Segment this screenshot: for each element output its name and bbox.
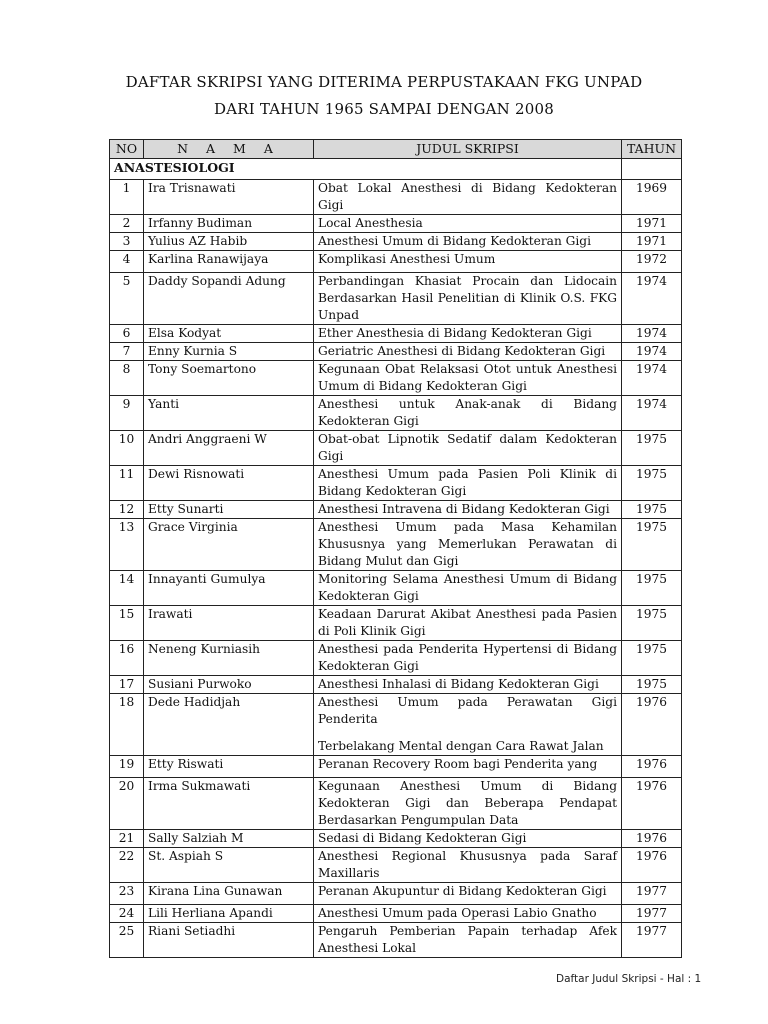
cell-judul: Keadaan Darurat Akibat Anesthesi pada Pasien di Poli Klinik Gigi (314, 606, 622, 641)
cell-no: 24 (110, 905, 144, 923)
cell-nama: Etty Riswati (144, 756, 314, 778)
cell-judul: Geriatric Anesthesi di Bidang Kedokteran Gigi (314, 343, 622, 361)
cell-no: 18 (110, 694, 144, 756)
cell-judul: Kegunaan Obat Relaksasi Otot untuk Anesthesi Umum di Bidang Kedokteran Gigi (314, 361, 622, 396)
table-row (110, 396, 682, 431)
cell-judul: Anesthesi Inhalasi di Bidang Kedokteran Gigi (314, 676, 622, 694)
cell-nama: Dede Hadidjah (144, 694, 314, 756)
cell-no: 21 (110, 830, 144, 848)
cell-no: 16 (110, 641, 144, 676)
cell-no: 11 (110, 466, 144, 501)
cell-nama: Elsa Kodyat (144, 325, 314, 343)
cell-tahun: 1975 (622, 431, 682, 466)
table-row (110, 273, 682, 325)
cell-tahun: 1974 (622, 396, 682, 431)
cell-nama: St. Aspiah S (144, 848, 314, 883)
cell-tahun: 1971 (622, 215, 682, 233)
table-row (110, 883, 682, 905)
cell-no: 6 (110, 325, 144, 343)
cell-no: 25 (110, 923, 144, 958)
cell-no: 9 (110, 396, 144, 431)
cell-nama: Ira Trisnawati (144, 180, 314, 215)
cell-tahun: 1975 (622, 676, 682, 694)
table-row (110, 756, 682, 778)
cell-judul: Anesthesi Umum pada Masa Kehamilan Khususnya yang Memerlukan Perawatan di Bidang Mulut dan Gigi (314, 519, 622, 571)
cell-nama: Irma Sukmawati (144, 778, 314, 830)
cell-judul: Obat Lokal Anesthesi di Bidang Kedokteran Gigi (314, 180, 622, 215)
cell-no: 14 (110, 571, 144, 606)
cell-no: 17 (110, 676, 144, 694)
cell-no: 20 (110, 778, 144, 830)
cell-no: 15 (110, 606, 144, 641)
table-row (110, 830, 682, 848)
table-row (110, 325, 682, 343)
cell-nama: Kirana Lina Gunawan (144, 883, 314, 905)
table-row (110, 251, 682, 273)
cell-tahun: 1975 (622, 519, 682, 571)
cell-nama: Lili Herliana Apandi (144, 905, 314, 923)
cell-judul: Anesthesi Intravena di Bidang Kedokteran Gigi (314, 501, 622, 519)
table-row (110, 778, 682, 830)
table-row (110, 923, 682, 958)
cell-tahun: 1975 (622, 606, 682, 641)
table-header-row (110, 140, 682, 159)
section-label: ANASTESIOLOGI (110, 159, 622, 180)
cell-tahun: 1975 (622, 466, 682, 501)
table-row (110, 233, 682, 251)
cell-tahun: 1976 (622, 830, 682, 848)
cell-tahun: 1974 (622, 325, 682, 343)
cell-no: 2 (110, 215, 144, 233)
table-row (110, 343, 682, 361)
cell-no: 7 (110, 343, 144, 361)
cell-no: 1 (110, 180, 144, 215)
cell-no: 12 (110, 501, 144, 519)
cell-nama: Yanti (144, 396, 314, 431)
table-row (110, 431, 682, 466)
section-row (110, 159, 682, 180)
cell-tahun: 1974 (622, 273, 682, 325)
cell-judul: Ether Anesthesia di Bidang Kedokteran Gigi (314, 325, 622, 343)
table-row (110, 466, 682, 501)
cell-judul: Komplikasi Anesthesi Umum (314, 251, 622, 273)
cell-nama: Innayanti Gumulya (144, 571, 314, 606)
cell-nama: Neneng Kurniasih (144, 641, 314, 676)
section-empty-cell (622, 159, 682, 180)
cell-nama: Andri Anggraeni W (144, 431, 314, 466)
cell-nama: Irawati (144, 606, 314, 641)
cell-tahun: 1977 (622, 883, 682, 905)
table-row (110, 361, 682, 396)
cell-nama: Susiani Purwoko (144, 676, 314, 694)
cell-no: 4 (110, 251, 144, 273)
cell-judul (314, 694, 622, 756)
document-title-line-1: DAFTAR SKRIPSI YANG DITERIMA PERPUSTAKAAN FKG UNPAD (125, 73, 643, 91)
cell-judul-line-2: Terbelakang Mental dengan Cara Rawat Jalan (318, 739, 604, 753)
cell-tahun: 1976 (622, 848, 682, 883)
cell-nama: Riani Setiadhi (144, 923, 314, 958)
cell-no: 19 (110, 756, 144, 778)
column-header-nama: N A M A (144, 140, 314, 159)
cell-tahun: 1977 (622, 905, 682, 923)
table-row (110, 606, 682, 641)
table-row (110, 676, 682, 694)
page-footer: Daftar Judul Skripsi - Hal : 1 (556, 973, 702, 985)
table-row (110, 215, 682, 233)
skripsi-table (109, 139, 682, 958)
cell-nama: Tony Soemartono (144, 361, 314, 396)
cell-nama: Dewi Risnowati (144, 466, 314, 501)
cell-nama: Sally Salziah M (144, 830, 314, 848)
table-row (110, 501, 682, 519)
cell-no: 23 (110, 883, 144, 905)
column-header-tahun: TAHUN (622, 140, 682, 159)
cell-tahun: 1977 (622, 923, 682, 958)
cell-nama: Irfanny Budiman (144, 215, 314, 233)
cell-tahun: 1974 (622, 361, 682, 396)
cell-tahun: 1975 (622, 501, 682, 519)
cell-tahun: 1976 (622, 694, 682, 756)
cell-tahun: 1976 (622, 778, 682, 830)
cell-judul: Obat-obat Lipnotik Sedatif dalam Kedokteran Gigi (314, 431, 622, 466)
table-row (110, 571, 682, 606)
column-header-no: NO (110, 140, 144, 159)
cell-nama: Etty Sunarti (144, 501, 314, 519)
cell-judul: Anesthesi Umum pada Operasi Labio Gnatho (314, 905, 622, 923)
cell-judul: Anesthesi Umum pada Pasien Poli Klinik di Bidang Kedokteran Gigi (314, 466, 622, 501)
cell-judul: Kegunaan Anesthesi Umum di Bidang Kedokteran Gigi dan Beberapa Pendapat Berdasarkan Pengumpulan Data (314, 778, 622, 830)
cell-judul: Local Anesthesia (314, 215, 622, 233)
cell-judul: Anesthesi Umum di Bidang Kedokteran Gigi (314, 233, 622, 251)
cell-judul: Pengaruh Pemberian Papain terhadap Afek Anesthesi Lokal (314, 923, 622, 958)
cell-nama: Daddy Sopandi Adung (144, 273, 314, 325)
table-row (110, 848, 682, 883)
cell-tahun: 1969 (622, 180, 682, 215)
cell-tahun: 1976 (622, 756, 682, 778)
cell-no: 8 (110, 361, 144, 396)
table-row (110, 641, 682, 676)
table-row (110, 180, 682, 215)
cell-judul: Peranan Recovery Room bagi Penderita yang (314, 756, 622, 778)
cell-no: 5 (110, 273, 144, 325)
cell-tahun: 1975 (622, 641, 682, 676)
cell-no: 10 (110, 431, 144, 466)
cell-judul-gap (318, 728, 617, 738)
cell-judul-line-1: Anesthesi Umum pada Perawatan Gigi Penderita (318, 695, 617, 726)
cell-nama: Enny Kurnia S (144, 343, 314, 361)
cell-judul: Anesthesi untuk Anak-anak di Bidang Kedokteran Gigi (314, 396, 622, 431)
cell-tahun: 1972 (622, 251, 682, 273)
cell-no: 13 (110, 519, 144, 571)
document-title-line-2: DARI TAHUN 1965 SAMPAI DENGAN 2008 (214, 100, 554, 118)
cell-judul: Peranan Akupuntur di Bidang Kedokteran Gigi (314, 883, 622, 905)
table-row (110, 905, 682, 923)
table-row (110, 519, 682, 571)
column-header-judul: JUDUL SKRIPSI (314, 140, 622, 159)
cell-no: 22 (110, 848, 144, 883)
cell-judul: Anesthesi Regional Khususnya pada Saraf Maxillaris (314, 848, 622, 883)
cell-nama: Karlina Ranawijaya (144, 251, 314, 273)
cell-judul: Perbandingan Khasiat Procain dan Lidocain Berdasarkan Hasil Penelitian di Klinik O.S. FKG Unpad (314, 273, 622, 325)
cell-judul: Sedasi di Bidang Kedokteran Gigi (314, 830, 622, 848)
cell-judul: Monitoring Selama Anesthesi Umum di Bidang Kedokteran Gigi (314, 571, 622, 606)
table-row (110, 694, 682, 756)
cell-nama: Grace Virginia (144, 519, 314, 571)
cell-no: 3 (110, 233, 144, 251)
cell-tahun: 1971 (622, 233, 682, 251)
cell-nama: Yulius AZ Habib (144, 233, 314, 251)
cell-tahun: 1974 (622, 343, 682, 361)
cell-tahun: 1975 (622, 571, 682, 606)
cell-judul: Anesthesi pada Penderita Hypertensi di Bidang Kedokteran Gigi (314, 641, 622, 676)
